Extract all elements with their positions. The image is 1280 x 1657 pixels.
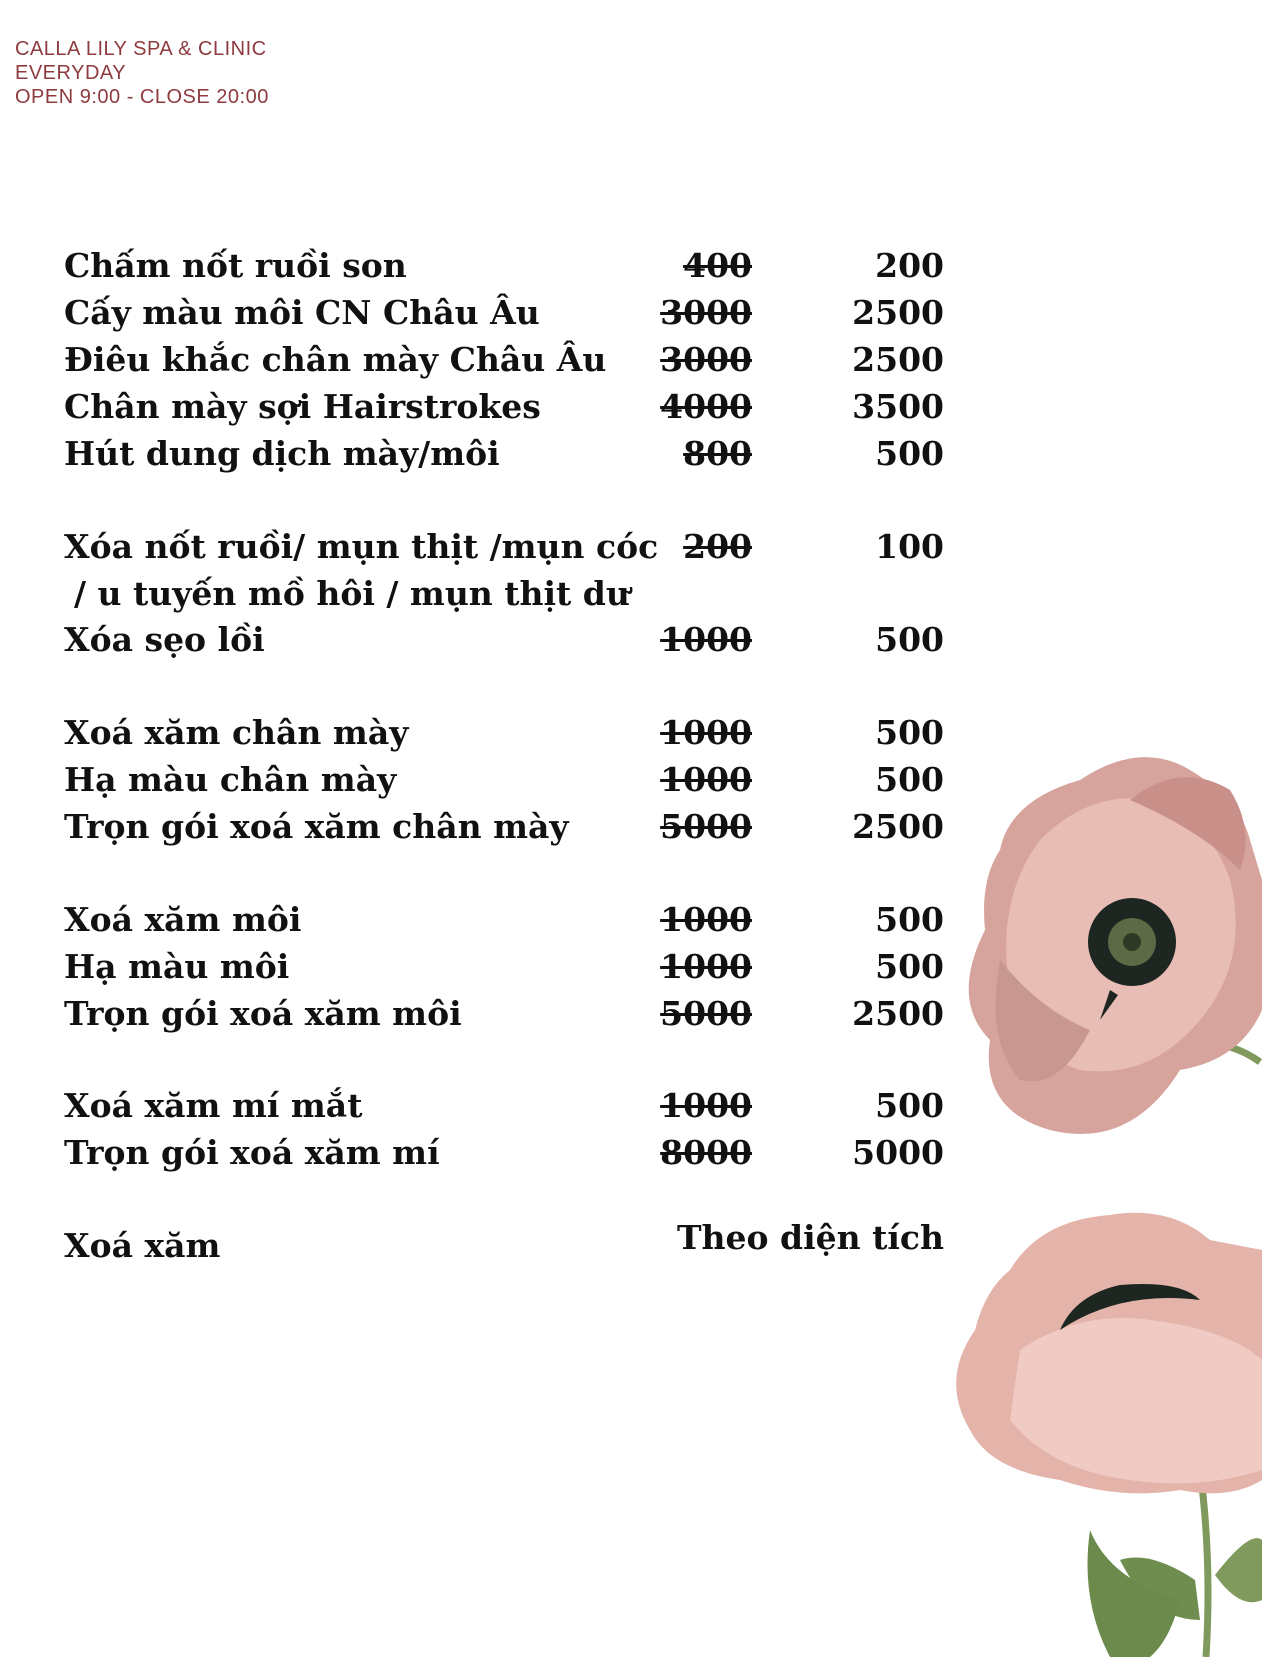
- new-price: 2500: [852, 340, 944, 379]
- upper-poppy: [969, 757, 1262, 1134]
- old-price: 1000: [660, 620, 752, 659]
- new-price: 100: [875, 527, 944, 566]
- service-name: Trọn gói xoá xăm môi: [64, 994, 462, 1033]
- old-price: 8000: [660, 1133, 752, 1172]
- service-name: Hạ màu chân mày: [64, 760, 397, 799]
- service-name: Chấm nốt ruồi son: [64, 246, 407, 285]
- area-based-price-note: Theo diện tích: [677, 1218, 944, 1257]
- new-price: 200: [875, 246, 944, 285]
- new-price: 2500: [852, 807, 944, 846]
- new-price: 500: [875, 760, 944, 799]
- opening-hours: OPEN 9:00 - CLOSE 20:00: [15, 86, 269, 108]
- service-name: Xóa nốt ruồi/ mụn thịt /mụn cóc: [64, 527, 659, 566]
- new-price: 500: [875, 434, 944, 473]
- old-price: 1000: [660, 713, 752, 752]
- old-price: 400: [683, 246, 752, 285]
- service-name: Trọn gói xoá xăm mí: [64, 1133, 440, 1172]
- old-price: 1000: [660, 760, 752, 799]
- service-name: Xoá xăm môi: [64, 900, 302, 939]
- new-price: 500: [875, 947, 944, 986]
- new-price: 500: [875, 900, 944, 939]
- service-name: Cấy màu môi CN Châu Âu: [64, 293, 540, 332]
- old-price: 3000: [660, 293, 752, 332]
- service-name: Xoá xăm: [64, 1226, 221, 1265]
- service-name: Hạ màu môi: [64, 947, 290, 986]
- old-price: 1000: [660, 947, 752, 986]
- old-price: 3000: [660, 340, 752, 379]
- new-price: 2500: [852, 994, 944, 1033]
- service-name: Trọn gói xoá xăm chân mày: [64, 807, 569, 846]
- old-price: 1000: [660, 1086, 752, 1125]
- old-price: 5000: [660, 994, 752, 1033]
- service-name: Xoá xăm mí mắt: [64, 1086, 363, 1125]
- service-name: Xóa sẹo lồi: [64, 620, 265, 659]
- old-price: 5000: [660, 807, 752, 846]
- open-days: EVERYDAY: [15, 62, 127, 84]
- old-price: 1000: [660, 900, 752, 939]
- old-price: 4000: [660, 387, 752, 426]
- old-price: 200: [683, 527, 752, 566]
- spa-name: CALLA LILY SPA & CLINIC: [15, 38, 267, 60]
- new-price: 500: [875, 713, 944, 752]
- new-price: 5000: [852, 1133, 944, 1172]
- lower-poppy: [956, 1213, 1262, 1657]
- service-name: Xoá xăm chân mày: [64, 713, 409, 752]
- service-name: Chân mày sợi Hairstrokes: [64, 387, 541, 426]
- service-name: Điêu khắc chân mày Châu Âu: [64, 340, 607, 379]
- old-price: 800: [683, 434, 752, 473]
- new-price: 500: [875, 1086, 944, 1125]
- new-price: 2500: [852, 293, 944, 332]
- new-price: 3500: [852, 387, 944, 426]
- service-name-continuation: / u tuyến mồ hôi / mụn thịt dư: [74, 574, 630, 613]
- service-name: Hút dung dịch mày/môi: [64, 434, 500, 473]
- new-price: 500: [875, 620, 944, 659]
